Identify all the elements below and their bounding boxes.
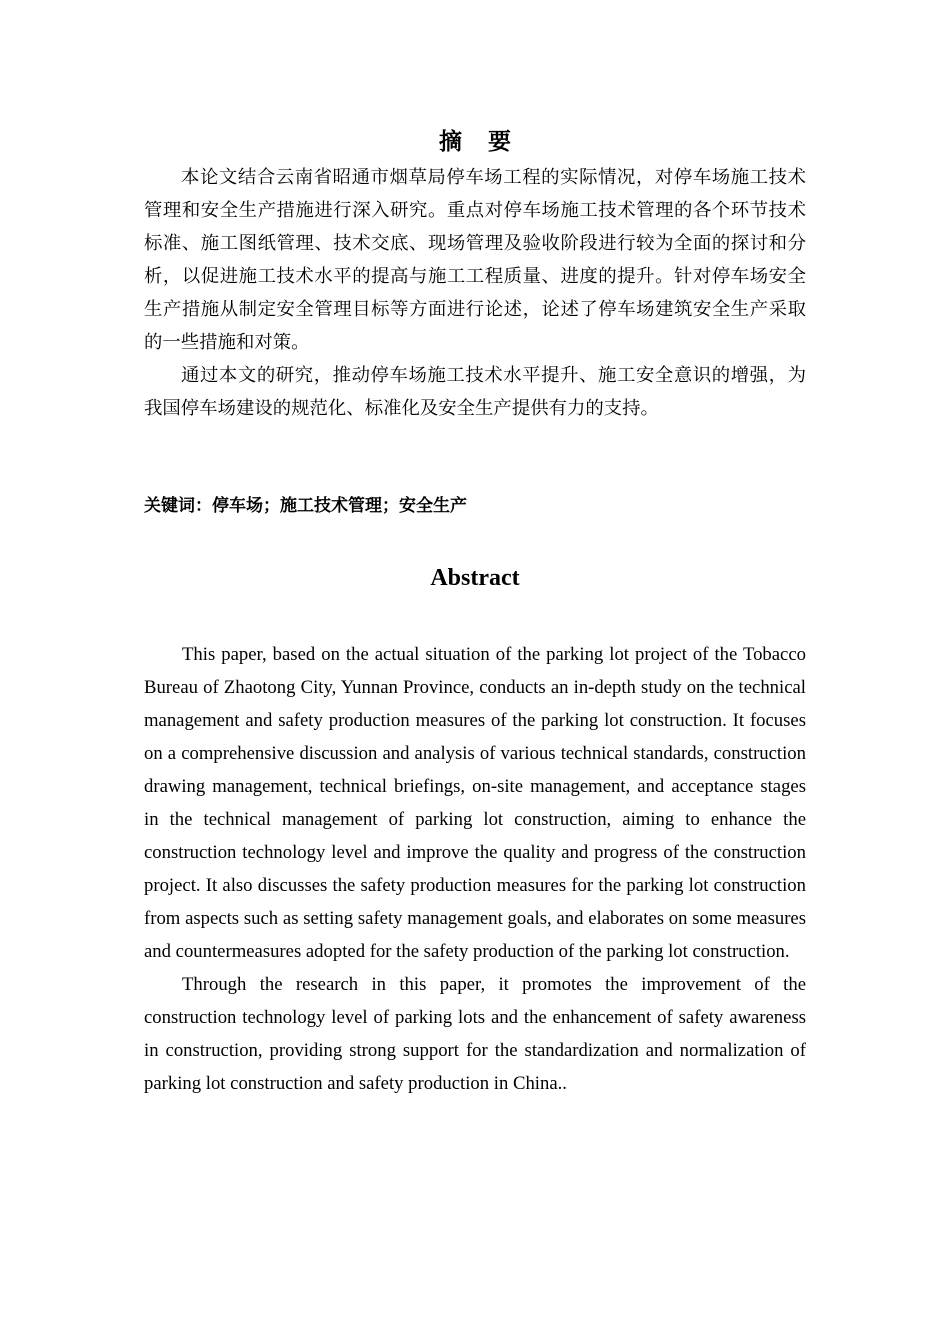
chinese-keywords: 关键词：停车场；施工技术管理；安全生产 <box>144 496 467 516</box>
chinese-abstract-body <box>144 161 806 425</box>
chinese-abstract-title: 摘要 <box>439 128 537 155</box>
chinese-abstract-paragraph-1: 本论文结合云南省昭通市烟草局停车场工程的实际情况，对停车场施工技术管理和安全生产措施进行深入研究。重点对停车场施工技术管理的各个环节技术标准、施工图纸管理、技术交底、现场管理及验收阶段进行较为全面的探讨和分析，以促进施工技术水平的提高与施工工程质量、进度的提升。针对停车场安全生产措施从制定安全管理目标等方面进行论述，论述了停车场建筑安全生产采取的一些措施和对策。 <box>144 167 806 353</box>
english-abstract-body <box>144 638 806 1100</box>
chinese-abstract-paragraph-2: 通过本文的研究，推动停车场施工技术水平提升、施工安全意识的增强，为我国停车场建设的规范化、标准化及安全生产提供有力的支持。 <box>144 365 806 419</box>
english-abstract-paragraph-1: This paper, based on the actual situation of the parking lot project of the Tobacco Bureau of Zhaotong City, Yunnan Province, conducts an in-depth study on the technical management and safety production measures of the parking lot construction. It focuses on a comprehensive discussion and analysis of various technical standards, construction drawing management, technical briefings, on-site management, and acceptance stages in the technical management of parking lot construction, aiming to enhance the construction technology level and improve the quality and progress of the construction project. It also discusses the safety production measures for the parking lot construction from aspects such as setting safety management goals, and elaborates on some measures and countermeasures adopted for the safety production of the parking lot construction. <box>144 644 806 962</box>
english-abstract-title: Abstract <box>430 565 520 591</box>
english-abstract-paragraph-2: Through the research in this paper, it promotes the improvement of the construction technology level of parking lots and the enhancement of safety awareness in construction, providing strong support for the standardization and normalization of parking lot construction and safety production in China.. <box>144 974 806 1094</box>
